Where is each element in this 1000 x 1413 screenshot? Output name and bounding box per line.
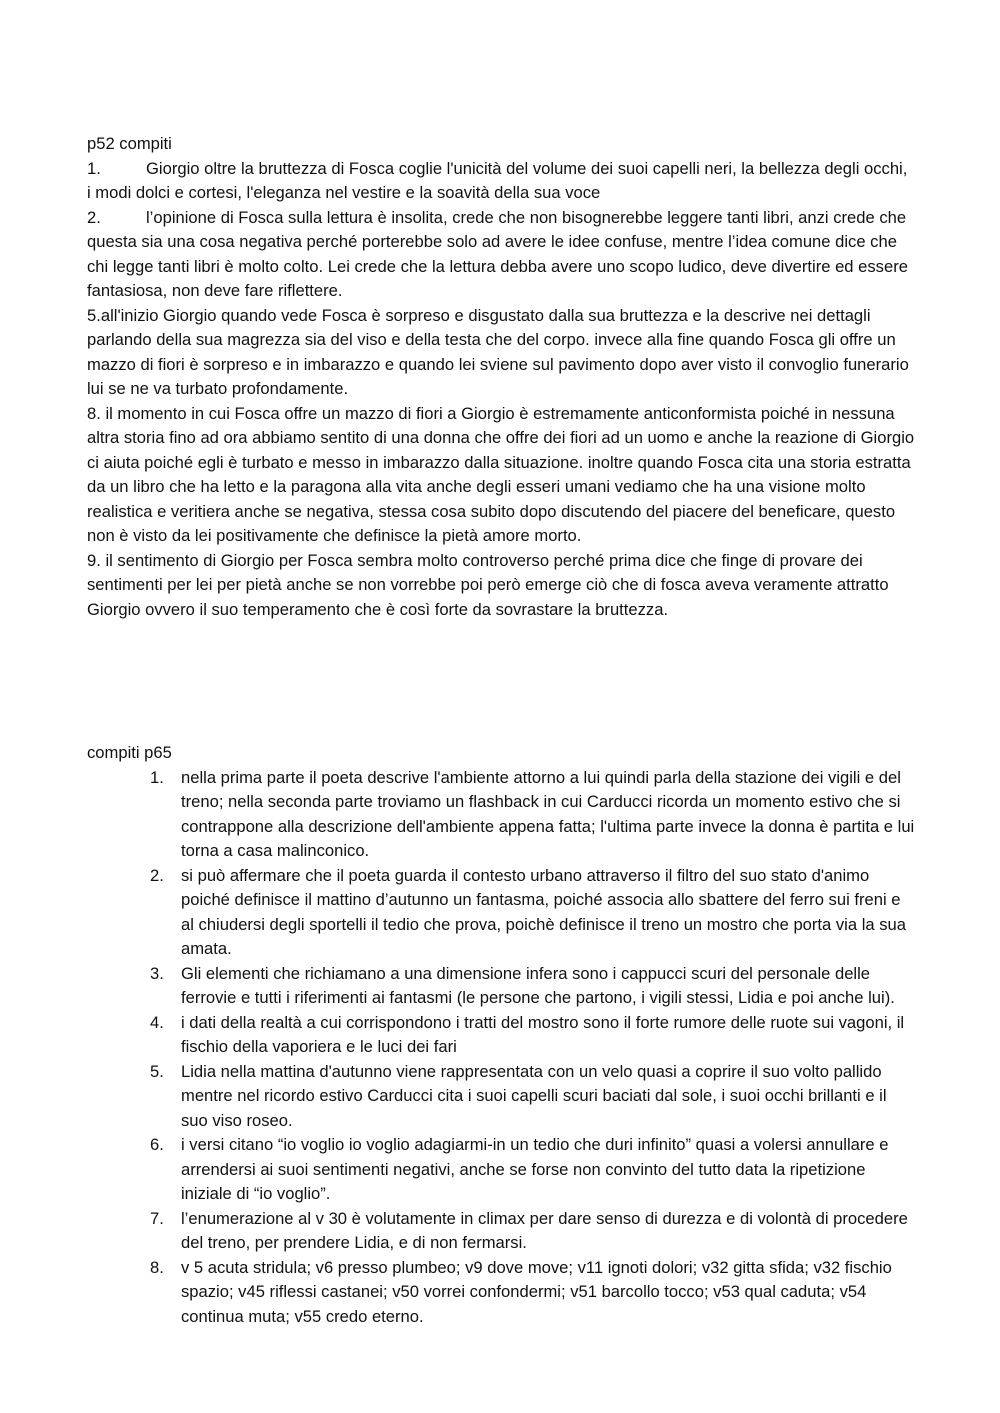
answer-item	[87, 206, 915, 304]
list-number: 3.	[150, 963, 164, 983]
list-item	[87, 1133, 915, 1207]
list-item	[87, 1011, 915, 1060]
list-text: nella prima parte il poeta descrive l'ambiente attorno a lui quindi parla della stazione dei vigili e del treno; nella seconda parte troviamo un flashback in cui Carducci ricorda un momento estivo che si contrappone alla descrizione dell'ambiente appena fatta; l'ultima parte invece la donna è partita e lui torna a casa malinconico.	[181, 767, 915, 860]
list-number: 6.	[150, 1135, 164, 1154]
list-item	[87, 1060, 915, 1134]
list-text: i versi citano “io voglio io voglio adagiarmi-in un tedio che duri infinito” quasi a volersi annullare e arrendersi ai suoi sentimenti negativi, anche se forse non convinto del tutto data la ripetizione iniziale di “io voglio”.	[181, 1135, 889, 1203]
answer-paragraph: 5.all'inizio Giorgio quando vede Fosca è sorpreso e disgustato dalla sua bruttezza e la descrive nei dettagli parlando della sua magrezza sia del viso e della testa che del corpo. invece alla fine quando Fosca gli offre un mazzo di fiori è sorpreso e in imbarazzo e quando lei sviene sul pavimento dopo aver visto il convoglio funerario lui se ne va turbato profondamente.	[87, 305, 909, 398]
list-number: 7.	[150, 1208, 164, 1228]
list-item	[87, 864, 915, 962]
list-text: Gli elementi che richiamano a una dimensione infera sono i cappucci scuri del personale delle ferrovie e tutti i riferimenti ai fantasmi (le persone che partono, i vigili stessi, Lidia e poi anche lui).	[181, 963, 895, 1007]
answer-number: 2.	[87, 207, 101, 227]
list-item	[87, 1207, 915, 1256]
section-heading: p52 compiti	[87, 134, 172, 153]
answer-text: l’opinione di Fosca sulla lettura è insolita, crede che non bisognerebbe leggere tanti libri, anzi crede che questa sia una cosa negativa perché porterebbe solo ad avere le idee confuse, mentre l’idea comune dice che chi legge tanti libri è molto colto. Lei crede che la lettura debba avere uno scopo ludico, deve divertire ed essere fantasiosa, non deve fare riflettere.	[87, 207, 908, 300]
section-p52-compiti	[87, 132, 915, 622]
list-item	[87, 766, 915, 864]
section-heading: compiti p65	[87, 743, 172, 762]
list-number: 1.	[150, 767, 164, 787]
list-text: v 5 acuta stridula; v6 presso plumbeo; v9 dove move; v11 ignoti dolori; v32 gitta sfida; v32 fischio spazio; v45 riflessi castanei; v50 vorrei confondermi; v51 barcollo tocco; v53 qual caduta; v54 continua muta; v55 credo eterno.	[181, 1257, 892, 1326]
list-text: si può affermare che il poeta guarda il contesto urbano attraverso il filtro del suo stato d'animo poiché definisce il mattino d’autunno un fantasma, poiché associa allo sbattere del ferro sui freni e al chiudersi degli sportelli il tedio che prova, poichè definisce il treno un mostro che porta via la sua amata.	[181, 865, 906, 958]
answer-number: 1.	[87, 158, 101, 178]
section-compiti-p65	[87, 741, 915, 1329]
list-number: 4.	[150, 1012, 164, 1032]
answer-list	[87, 766, 915, 1330]
answer-paragraph: 8. il momento in cui Fosca offre un mazzo di fiori a Giorgio è estremamente anticonformista poiché in nessuna altra storia fino ad ora abbiamo sentito di una donna che offre dei fiori ad un uomo e anche la reazione di Giorgio ci aiuta poiché egli è turbato e messo in imbarazzo dalla situazione. inoltre quando Fosca cita una storia estratta da un libro che ha letto e la paragona alla vita anche degli esseri umani vediamo che ha una visione molto realistica e veritiera anche se negativa, stessa cosa subito dopo discutendo del piacere del beneficare, questo non è visto da lei positivamente che definisce la pietà amore morto.	[87, 403, 915, 545]
list-number: 8.	[150, 1257, 164, 1277]
answer-item	[87, 157, 915, 206]
list-number: 2.	[150, 865, 164, 885]
answer-paragraph: 9. il sentimento di Giorgio per Fosca sembra molto controverso perché prima dice che finge di provare dei sentimenti per lei per pietà anche se non vorrebbe poi però emerge ciò che di fosca aveva veramente attratto Giorgio ovvero il suo temperamento che è così forte da sovrastare la bruttezza.	[87, 550, 889, 619]
list-item	[87, 962, 915, 1011]
list-item	[87, 1256, 915, 1330]
list-number: 5.	[150, 1061, 164, 1081]
list-text: Lidia nella mattina d'autunno viene rappresentata con un velo quasi a coprire il suo volto pallido mentre nel ricordo estivo Carducci cita i suoi capelli scuri baciati dal sole, i suoi occhi brillanti e il suo viso roseo.	[181, 1061, 887, 1130]
list-text: l’enumerazione al v 30 è volutamente in climax per dare senso di durezza e di volontà di procedere del treno, per prendere Lidia, e di non fermarsi.	[181, 1208, 908, 1252]
list-text: i dati della realtà a cui corrispondono i tratti del mostro sono il forte rumore delle ruote sui vagoni, il fischio della vaporiera e le luci dei fari	[181, 1012, 905, 1056]
answer-text: Giorgio oltre la bruttezza di Fosca coglie l'unicità del volume dei suoi capelli neri, la bellezza degli occhi, i modi dolci e cortesi, l'eleganza nel vestire e la soavità della sua voce	[87, 158, 908, 202]
